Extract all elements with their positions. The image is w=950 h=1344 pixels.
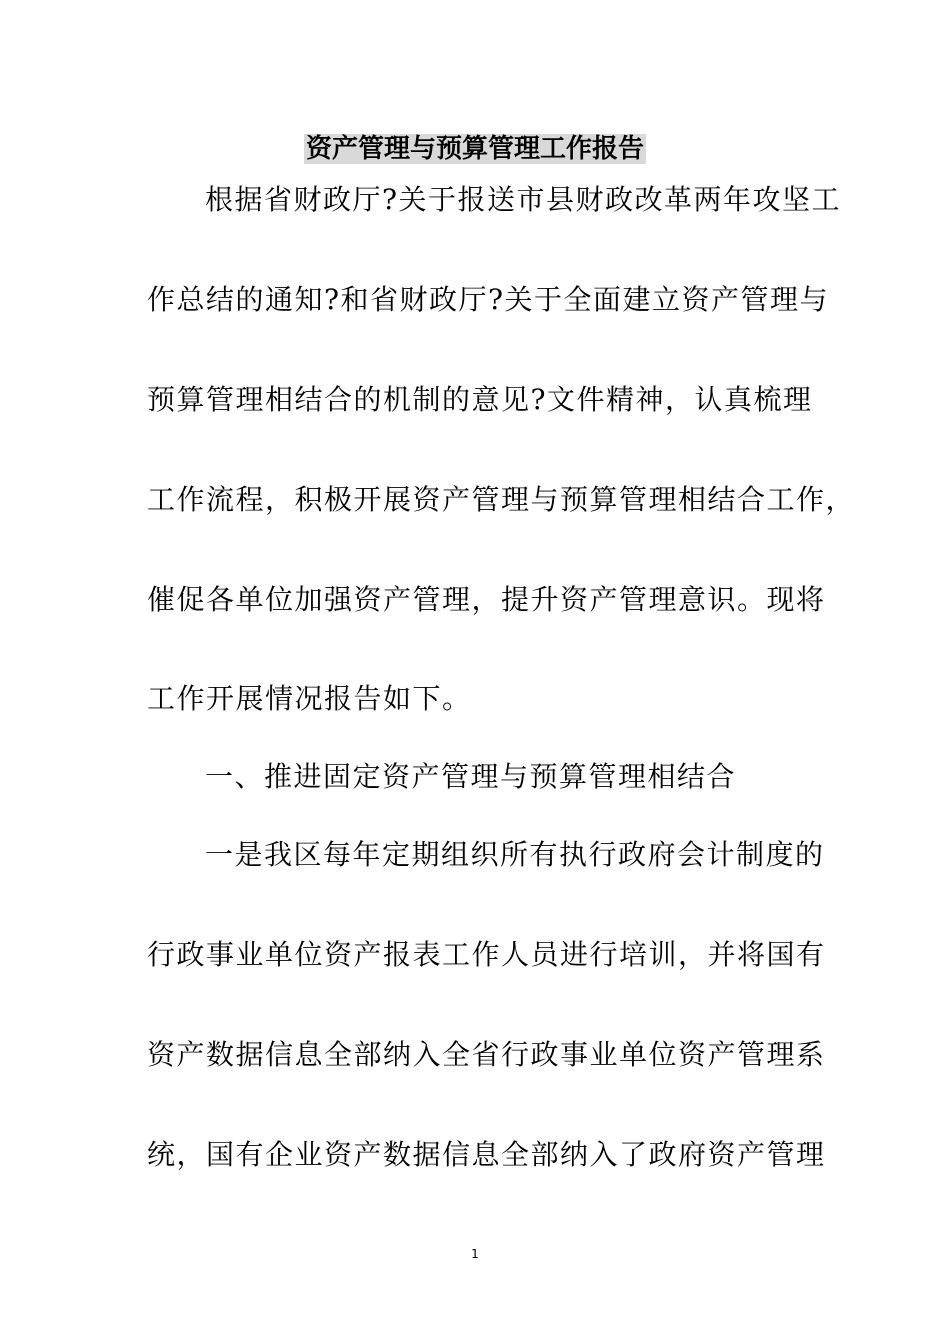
paragraph-line: 资产数据信息全部纳入全省行政事业单位资产管理系	[147, 1038, 826, 1071]
paragraph-line: 行政事业单位资产报表工作人员进行培训，并将国有	[147, 938, 826, 971]
paragraph-line: 催促各单位加强资产管理，提升资产管理意识。现将	[147, 583, 826, 616]
paragraph-line: 工作开展情况报告如下。	[147, 682, 472, 715]
paragraph-line: 作总结的通知?和省财政厅?关于全面建立资产管理与	[147, 283, 830, 316]
paragraph-line: 预算管理相结合的机制的意见?文件精神，认真梳理	[147, 383, 813, 416]
document-title	[0, 131, 950, 167]
paragraph-line: 工作流程，积极开展资产管理与预算管理相结合工作，	[147, 483, 856, 516]
paragraph-line: 根据省财政厅?关于报送市县财政改革两年攻坚工	[205, 183, 842, 216]
paragraph-line: 一是我区每年定期组织所有执行政府会计制度的	[205, 838, 825, 871]
document-title-text: 资产管理与预算管理工作报告	[305, 134, 644, 164]
paragraph-line: 统，国有企业资产数据信息全部纳入了政府资产管理	[147, 1138, 826, 1171]
section-heading: 一、推进固定资产管理与预算管理相结合	[205, 760, 737, 793]
page-number: 1	[471, 1247, 479, 1261]
